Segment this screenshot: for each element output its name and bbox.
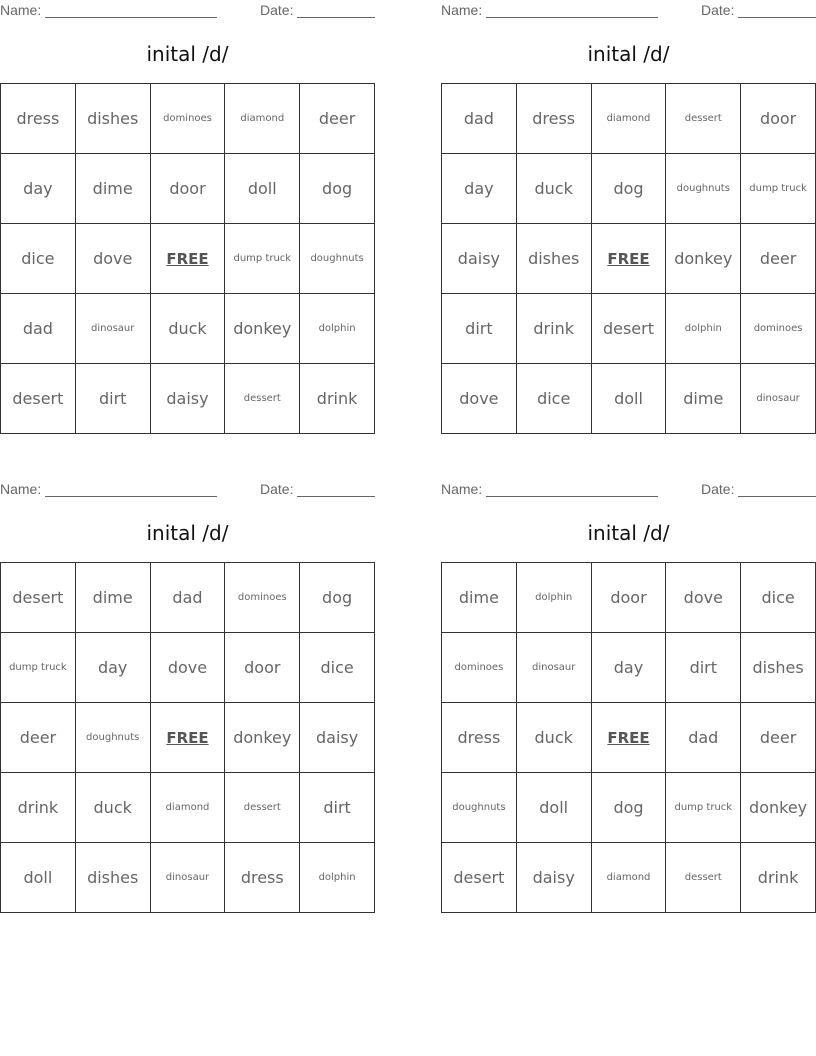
bingo-cell: dime: [76, 563, 151, 633]
bingo-cell: daisy: [151, 364, 226, 434]
name-label: Name:: [0, 481, 42, 497]
bingo-cell: dirt: [442, 294, 517, 364]
date-label: Date:: [701, 481, 735, 497]
date-blank: [738, 17, 816, 18]
bingo-cell: dinosaur: [741, 364, 816, 434]
date-label: Date:: [701, 2, 735, 18]
name-label: Name:: [441, 481, 483, 497]
bingo-cell: doughnuts: [300, 224, 375, 294]
bingo-cell: door: [225, 633, 300, 703]
bingo-card-4: [441, 479, 816, 911]
free-space: FREE: [592, 224, 667, 294]
bingo-cell: dog: [592, 154, 667, 224]
bingo-card-2: [441, 0, 816, 432]
bingo-cell: day: [1, 154, 76, 224]
bingo-cell: dice: [517, 364, 592, 434]
bingo-cell: deer: [1, 703, 76, 773]
date-blank: [297, 496, 375, 497]
bingo-card-1: [0, 0, 375, 432]
bingo-cell: dirt: [300, 773, 375, 843]
bingo-cell: dessert: [666, 843, 741, 913]
bingo-cell: dad: [666, 703, 741, 773]
bingo-cell: dirt: [76, 364, 151, 434]
date-blank: [738, 496, 816, 497]
bingo-cell: duck: [517, 703, 592, 773]
bingo-cell: dress: [225, 843, 300, 913]
bingo-cell: daisy: [300, 703, 375, 773]
bingo-cell: dominoes: [151, 84, 226, 154]
date-label: Date:: [260, 2, 294, 18]
bingo-cell: doughnuts: [442, 773, 517, 843]
bingo-cell: deer: [300, 84, 375, 154]
bingo-cell: dog: [300, 154, 375, 224]
bingo-cell: donkey: [741, 773, 816, 843]
bingo-cell: dishes: [76, 84, 151, 154]
bingo-cell: dominoes: [442, 633, 517, 703]
bingo-cell: dice: [1, 224, 76, 294]
bingo-cell: duck: [151, 294, 226, 364]
bingo-cell: diamond: [592, 84, 667, 154]
bingo-cell: dinosaur: [517, 633, 592, 703]
bingo-cell: duck: [517, 154, 592, 224]
bingo-cell: dump truck: [1, 633, 76, 703]
bingo-cell: dishes: [741, 633, 816, 703]
bingo-cell: dolphin: [300, 294, 375, 364]
bingo-cell: dress: [1, 84, 76, 154]
bingo-cell: door: [741, 84, 816, 154]
bingo-cell: deer: [741, 703, 816, 773]
bingo-cell: dessert: [225, 773, 300, 843]
bingo-grid: [441, 562, 816, 913]
card-title: inital /d/: [146, 42, 229, 66]
bingo-cell: dad: [151, 563, 226, 633]
bingo-cell: dump truck: [741, 154, 816, 224]
bingo-cell: duck: [76, 773, 151, 843]
bingo-cell: doll: [1, 843, 76, 913]
card-title: inital /d/: [587, 42, 670, 66]
bingo-cell: diamond: [225, 84, 300, 154]
bingo-cell: doll: [592, 364, 667, 434]
bingo-cell: dessert: [225, 364, 300, 434]
bingo-grid: [0, 83, 375, 434]
name-blank: [45, 496, 217, 497]
free-space: FREE: [592, 703, 667, 773]
bingo-cell: day: [592, 633, 667, 703]
bingo-cell: dinosaur: [76, 294, 151, 364]
bingo-cell: dime: [76, 154, 151, 224]
bingo-cell: drink: [300, 364, 375, 434]
bingo-cell: dog: [300, 563, 375, 633]
name-label: Name:: [0, 2, 42, 18]
bingo-cell: desert: [592, 294, 667, 364]
bingo-cell: dominoes: [225, 563, 300, 633]
bingo-cell: dad: [1, 294, 76, 364]
bingo-cell: dishes: [76, 843, 151, 913]
bingo-cell: daisy: [517, 843, 592, 913]
bingo-cell: dump truck: [225, 224, 300, 294]
bingo-cell: dog: [592, 773, 667, 843]
bingo-cell: door: [592, 563, 667, 633]
bingo-cell: dime: [666, 364, 741, 434]
bingo-cell: diamond: [151, 773, 226, 843]
card-header: [0, 2, 375, 20]
bingo-cell: doll: [517, 773, 592, 843]
bingo-cell: day: [442, 154, 517, 224]
bingo-cell: dishes: [517, 224, 592, 294]
bingo-cell: dice: [300, 633, 375, 703]
bingo-cell: dolphin: [300, 843, 375, 913]
bingo-cell: drink: [517, 294, 592, 364]
bingo-cell: dessert: [666, 84, 741, 154]
bingo-cell: dolphin: [666, 294, 741, 364]
bingo-cell: daisy: [442, 224, 517, 294]
card-header: [441, 481, 816, 499]
name-label: Name:: [441, 2, 483, 18]
bingo-cell: dove: [76, 224, 151, 294]
bingo-cell: dominoes: [741, 294, 816, 364]
card-title: inital /d/: [146, 521, 229, 545]
bingo-cell: day: [76, 633, 151, 703]
bingo-cell: dice: [741, 563, 816, 633]
bingo-cell: dime: [442, 563, 517, 633]
bingo-cell: dad: [442, 84, 517, 154]
bingo-cell: door: [151, 154, 226, 224]
bingo-cell: drink: [741, 843, 816, 913]
bingo-cell: doll: [225, 154, 300, 224]
free-space: FREE: [151, 224, 226, 294]
bingo-cell: donkey: [225, 294, 300, 364]
bingo-cell: desert: [442, 843, 517, 913]
bingo-cell: drink: [1, 773, 76, 843]
name-blank: [486, 496, 658, 497]
card-title: inital /d/: [587, 521, 670, 545]
bingo-cell: doughnuts: [666, 154, 741, 224]
bingo-cell: dove: [442, 364, 517, 434]
date-blank: [297, 17, 375, 18]
bingo-cell: dump truck: [666, 773, 741, 843]
card-header: [0, 481, 375, 499]
bingo-cell: doughnuts: [76, 703, 151, 773]
name-blank: [486, 17, 658, 18]
bingo-cell: desert: [1, 563, 76, 633]
bingo-card-3: [0, 479, 375, 911]
bingo-cell: dove: [666, 563, 741, 633]
bingo-cell: dinosaur: [151, 843, 226, 913]
bingo-grid: [0, 562, 375, 913]
bingo-grid: [441, 83, 816, 434]
bingo-cell: dirt: [666, 633, 741, 703]
bingo-cell: deer: [741, 224, 816, 294]
bingo-cell: dress: [442, 703, 517, 773]
card-header: [441, 2, 816, 20]
bingo-cell: diamond: [592, 843, 667, 913]
bingo-cell: donkey: [666, 224, 741, 294]
bingo-cell: desert: [1, 364, 76, 434]
name-blank: [45, 17, 217, 18]
bingo-cell: dove: [151, 633, 226, 703]
bingo-cell: donkey: [225, 703, 300, 773]
date-label: Date:: [260, 481, 294, 497]
free-space: FREE: [151, 703, 226, 773]
bingo-cell: dress: [517, 84, 592, 154]
bingo-cell: dolphin: [517, 563, 592, 633]
